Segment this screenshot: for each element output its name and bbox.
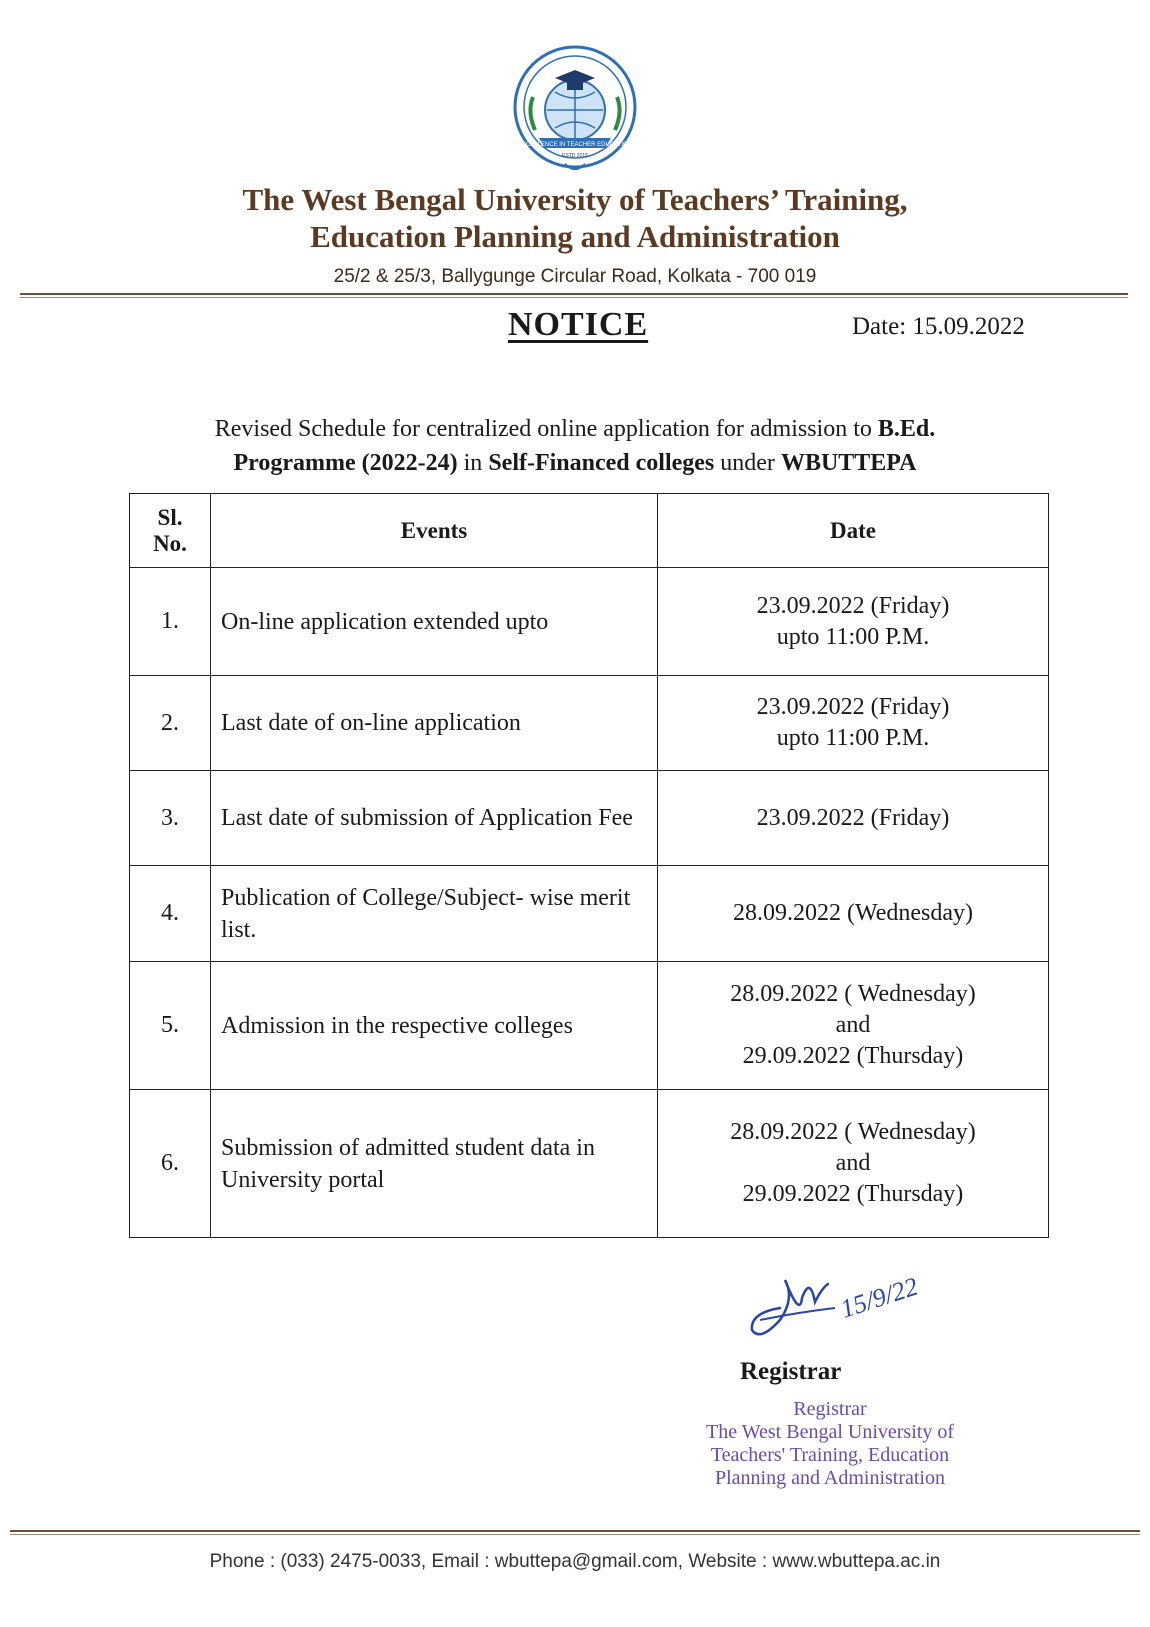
date-line: 29.09.2022 (Thursday) <box>742 1043 964 1069</box>
row-date <box>658 568 1049 676</box>
row-event: Last date of on-line application <box>211 676 658 771</box>
row-event: Last date of submission of Application Fee <box>211 771 658 866</box>
subject-colleges: Self-Financed colleges <box>488 450 715 476</box>
table-row <box>130 771 1049 866</box>
date-line: upto 11:00 P.M. <box>776 623 930 650</box>
registrar-stamp <box>690 1398 970 1490</box>
date-line: 23.09.2022 (Friday) <box>756 592 950 619</box>
notice-title: NOTICE <box>508 306 649 343</box>
university-name-line1: The West Bengal University of Teachers’ Training, <box>242 182 908 217</box>
row-event: Submission of admitted student data in University portal <box>211 1090 658 1238</box>
notice-subject <box>0 412 1150 480</box>
subject-programme: B.Ed. <box>877 416 936 442</box>
university-address: 25/2 & 25/3, Ballygunge Circular Road, Kolkata - 700 019 <box>333 266 817 287</box>
svg-text:ESTD 2015: ESTD 2015 <box>562 153 588 159</box>
row-date <box>658 962 1049 1090</box>
row-sl: 4. <box>130 866 211 962</box>
stamp-line: Planning and Administration <box>715 1467 945 1489</box>
date-line: 28.09.2022 ( Wednesday) <box>730 1119 976 1145</box>
row-event: Publication of College/Subject- wise merit list. <box>211 866 658 962</box>
university-seal-icon <box>505 42 645 182</box>
date-line: 23.09.2022 (Friday) <box>756 694 950 720</box>
row-date <box>658 676 1049 771</box>
row-date <box>658 771 1049 866</box>
subject-session: Programme (2022-24) <box>233 450 458 476</box>
table-row <box>130 1090 1049 1238</box>
footer-divider <box>10 1530 1140 1532</box>
subject-line1 <box>0 412 1150 446</box>
table-row <box>130 676 1049 771</box>
date-line: 23.09.2022 (Friday) <box>756 804 950 831</box>
row-date <box>658 1090 1049 1238</box>
row-sl: 3. <box>130 771 211 866</box>
university-name-line2: Education Planning and Administration <box>310 219 840 254</box>
row-sl: 5. <box>130 962 211 1090</box>
header-date: Date <box>658 494 1049 568</box>
subject-connector: in <box>457 450 489 476</box>
header-sl: Sl. <box>157 504 183 530</box>
subject-line2 <box>0 446 1150 480</box>
row-sl: 2. <box>130 676 211 771</box>
footer-contact: Phone : (033) 2475-0033, Email : wbuttepa@gmail.com, Website : www.wbuttepa.ac.in <box>209 1551 941 1572</box>
svg-text:15/9/22: 15/9/22 <box>836 1271 922 1324</box>
subject-connector2: under <box>714 450 781 476</box>
row-sl: 1. <box>130 568 211 676</box>
notice-date: Date: 15.09.2022 <box>852 313 1025 340</box>
row-event: Admission in the respective colleges <box>211 962 658 1090</box>
subject-text: Revised Schedule for centralized online application for admission to <box>214 416 878 442</box>
subject-university: WBUTTEPA <box>780 450 917 476</box>
stamp-line: The West Bengal University of <box>706 1421 954 1443</box>
row-sl: 6. <box>130 1090 211 1238</box>
table-row <box>130 866 1049 962</box>
header-no: No. <box>153 530 187 556</box>
header-divider <box>20 293 1128 295</box>
header-sl-no <box>130 494 211 568</box>
stamp-line: Teachers' Training, Education <box>710 1444 950 1466</box>
date-line: upto 11:00 P.M. <box>776 725 930 751</box>
row-event: On-line application extended upto <box>211 568 658 676</box>
registrar-signature <box>740 1258 930 1348</box>
table-row <box>130 568 1049 676</box>
date-line: 29.09.2022 (Thursday) <box>742 1181 964 1207</box>
table-row <box>130 962 1049 1090</box>
footer-divider-thin <box>10 1534 1140 1535</box>
date-line: and <box>835 1012 871 1038</box>
schedule-table <box>129 493 1049 1238</box>
table-header-row <box>130 494 1049 568</box>
date-line: 28.09.2022 (Wednesday) <box>732 900 973 926</box>
date-line: and <box>835 1150 871 1176</box>
header-divider-thin <box>20 297 1128 298</box>
row-date <box>658 866 1049 962</box>
date-line: 28.09.2022 ( Wednesday) <box>730 981 976 1007</box>
registrar-label: Registrar <box>740 1358 842 1385</box>
stamp-line: Registrar <box>793 1398 867 1420</box>
svg-text:EXCELLENCE IN TEACHER EDUCATIO: EXCELLENCE IN TEACHER EDUCATION <box>517 142 633 148</box>
header-events: Events <box>211 494 658 568</box>
